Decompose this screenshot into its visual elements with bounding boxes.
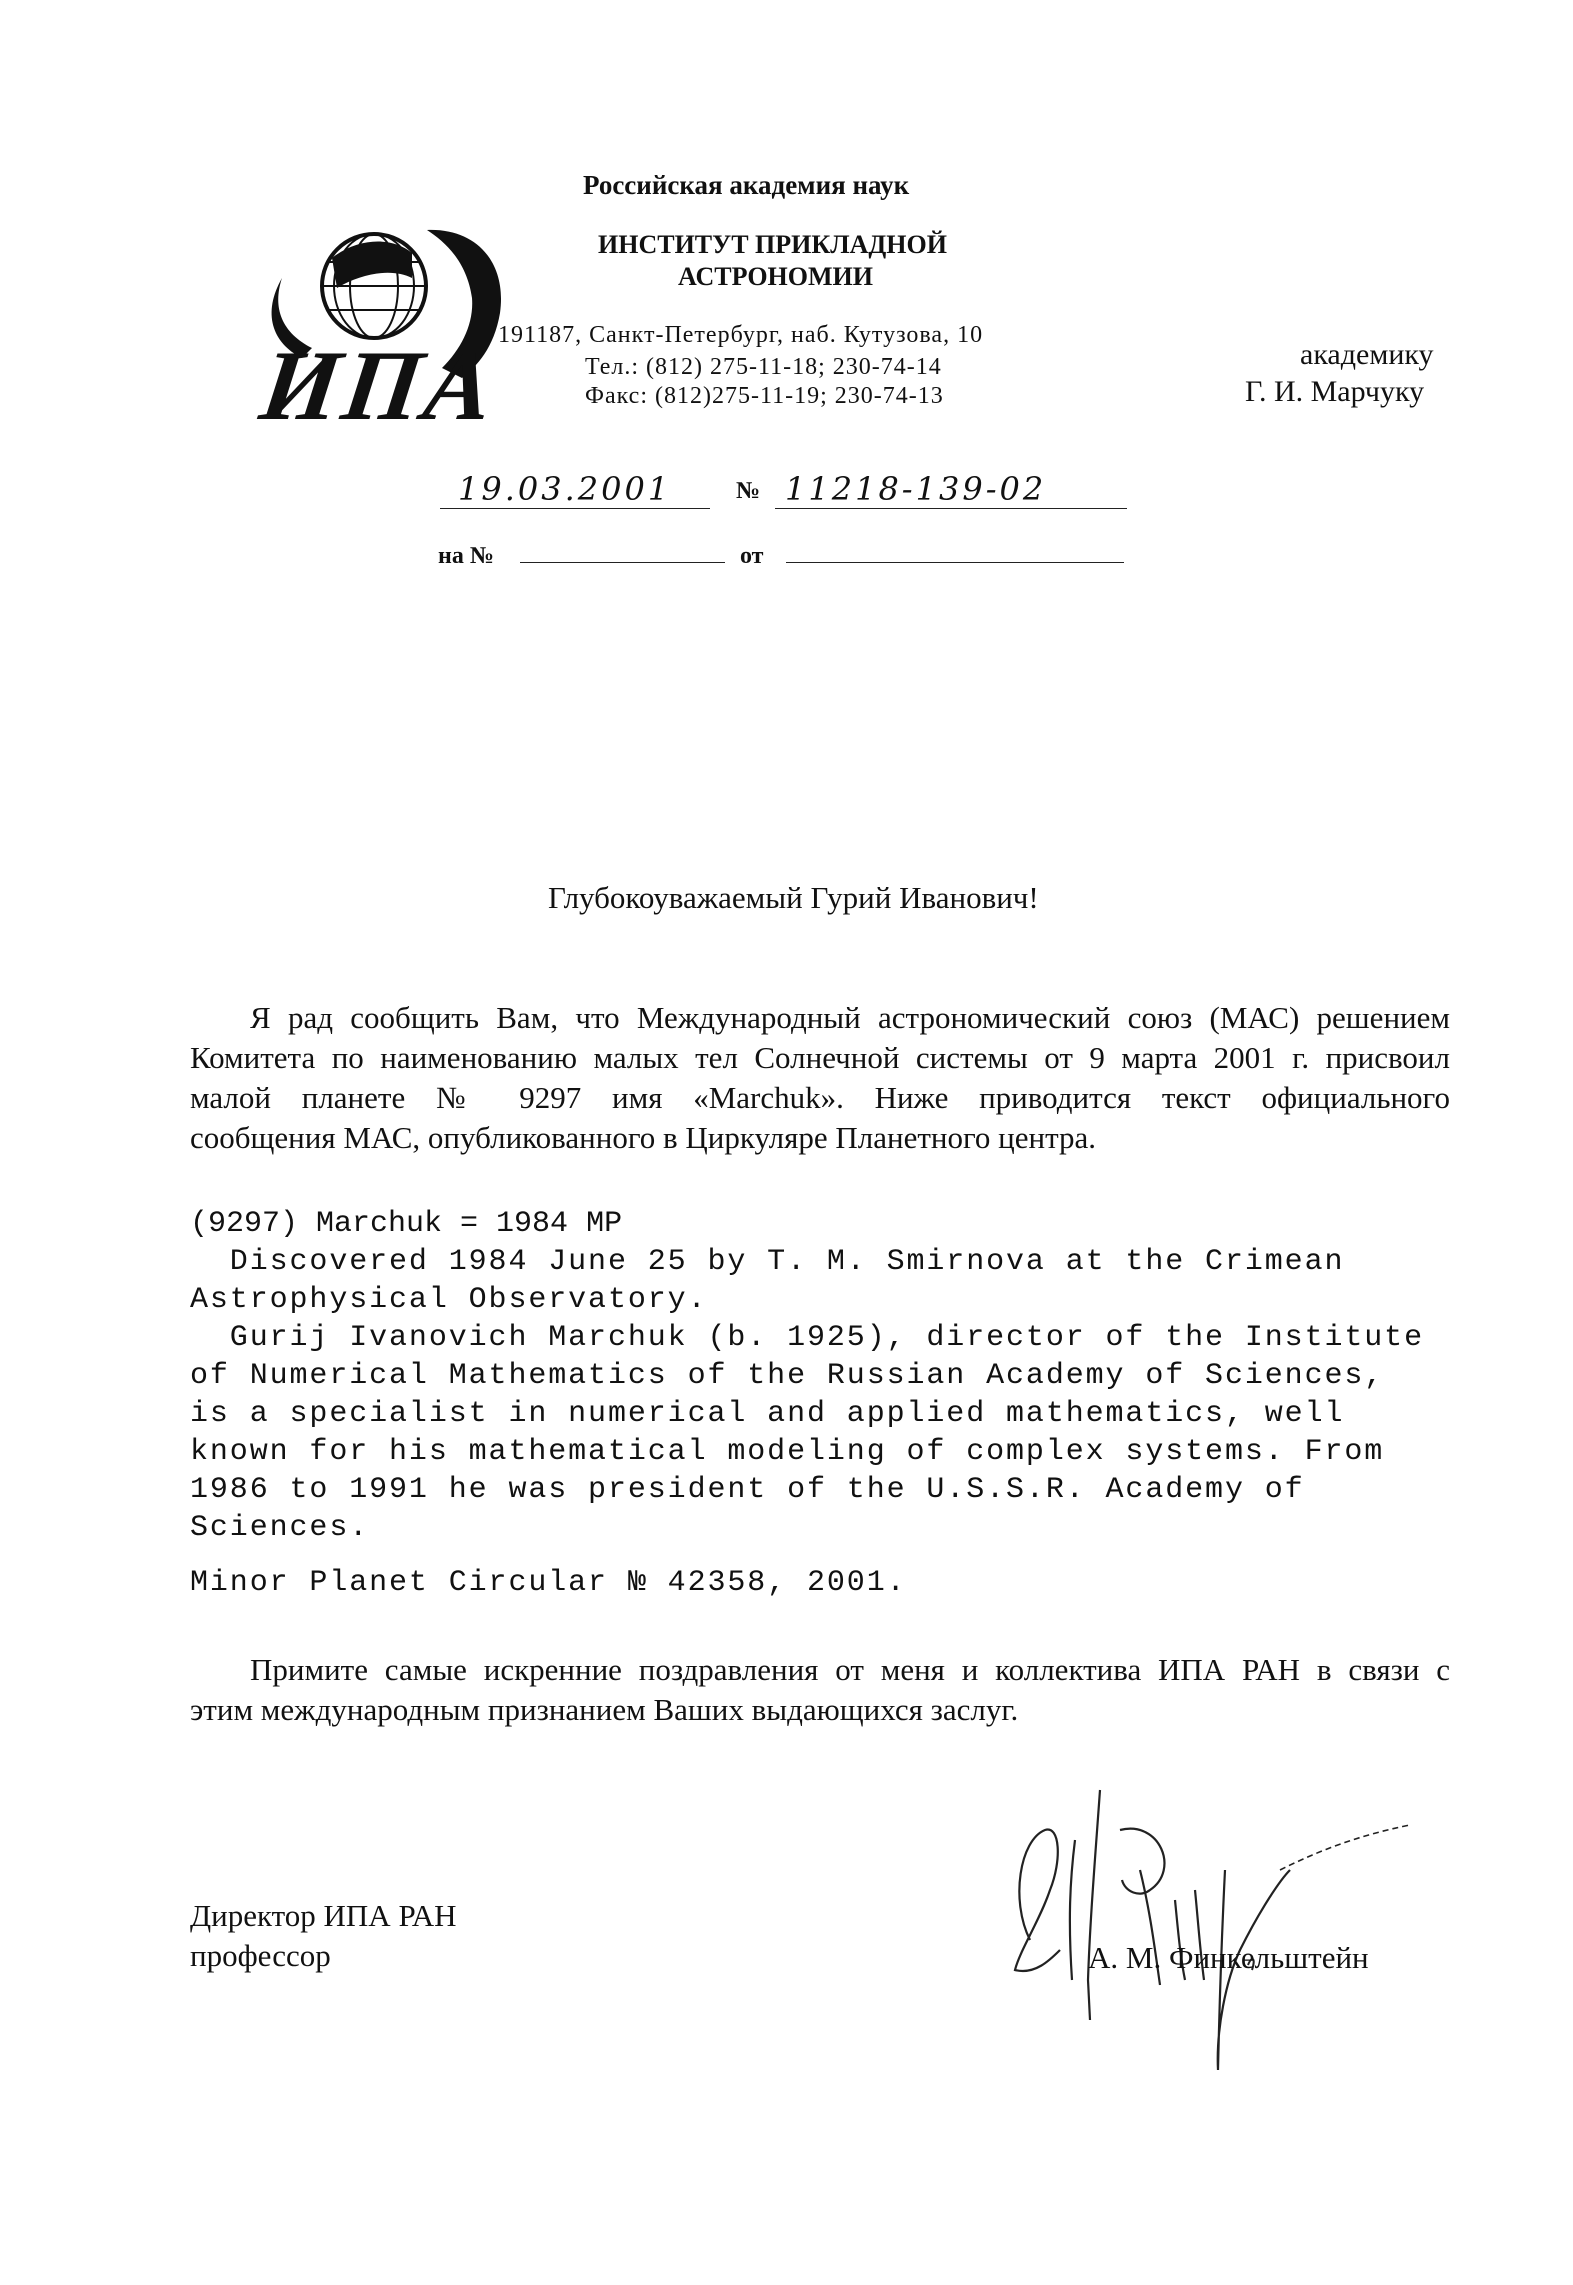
body-line-4: сообщения МАС, опубликованного в Циркуляре Планетного центра.	[190, 1120, 1097, 1155]
from-label: от	[740, 543, 764, 569]
signer-position: Директор ИПА РАН	[190, 1898, 457, 1933]
citation-line: Gurij Ivanovich Marchuk (b. 1925), director of the Institute	[190, 1321, 1424, 1355]
citation-line: Sciences.	[190, 1511, 370, 1545]
body-line-3: малой планете № 9297 имя «Marchuk». Ниже приводится текст официального	[190, 1080, 1450, 1115]
institute-logo	[254, 218, 512, 441]
closing-line-2: этим международным признанием Ваших выдающихся заслуг.	[190, 1692, 1019, 1727]
citation-line: is a specialist in numerical and applied mathematics, well	[190, 1397, 1345, 1431]
date-value: 19.03.2001	[458, 470, 672, 508]
citation-line: 1986 to 1991 he was president of the U.S.S.R. Academy of	[190, 1473, 1305, 1507]
institute-name-line1: ИНСТИТУТ ПРИКЛАДНОЙ	[598, 230, 947, 259]
handwritten-signature	[990, 1780, 1420, 2090]
citation-heading: (9297) Marchuk = 1984 MP	[190, 1207, 623, 1241]
recipient-title: академику	[1300, 338, 1434, 371]
citation-source: Minor Planet Circular № 42358, 2001.	[190, 1566, 907, 1600]
salutation: Глубокоуважаемый Гурий Иванович!	[548, 880, 1039, 915]
from-field	[786, 536, 1124, 563]
recipient-name: Г. И. Марчуку	[1245, 375, 1425, 408]
reply-to-label: на №	[438, 543, 494, 569]
institute-address: 191187, Санкт-Петербург, наб. Кутузова, 10	[498, 322, 984, 348]
citation-line: Discovered 1984 June 25 by T. M. Smirnova at the Crimean	[190, 1245, 1345, 1279]
body-line-2: Комитета по наименованию малых тел Солнечной системы от 9 марта 2001 г. присвоил	[190, 1040, 1450, 1075]
date-field	[440, 470, 710, 509]
institute-phone: Тел.: (812) 275-11-18; 230-74-14	[585, 354, 942, 380]
citation-line: of Numerical Mathematics of the Russian Academy of Sciences,	[190, 1359, 1385, 1393]
signature-scribble-icon	[990, 1780, 1420, 2090]
number-field	[775, 470, 1127, 509]
academy-name: Российская академия наук	[583, 170, 910, 200]
number-value: 11218-139-02	[785, 470, 1047, 508]
institute-fax: Факс: (812)275-11-19; 230-74-13	[585, 383, 944, 409]
reply-to-field	[520, 536, 725, 563]
signer-name: А. М. Финкельштейн	[1088, 1940, 1369, 1975]
body-line-1: Я рад сообщить Вам, что Международный астрономический союз (МАС) решением	[250, 1000, 1450, 1035]
institute-name-line2: АСТРОНОМИИ	[678, 262, 873, 291]
signer-degree: профессор	[190, 1938, 331, 1973]
citation-line: known for his mathematical modeling of complex systems. From	[190, 1435, 1385, 1469]
closing-line-1: Примите самые искренние поздравления от меня и коллектива ИПА РАН в связи с	[250, 1652, 1450, 1687]
citation-line: Astrophysical Observatory.	[190, 1283, 708, 1317]
number-label: №	[736, 478, 761, 504]
logo-text: ИПА	[254, 330, 505, 441]
